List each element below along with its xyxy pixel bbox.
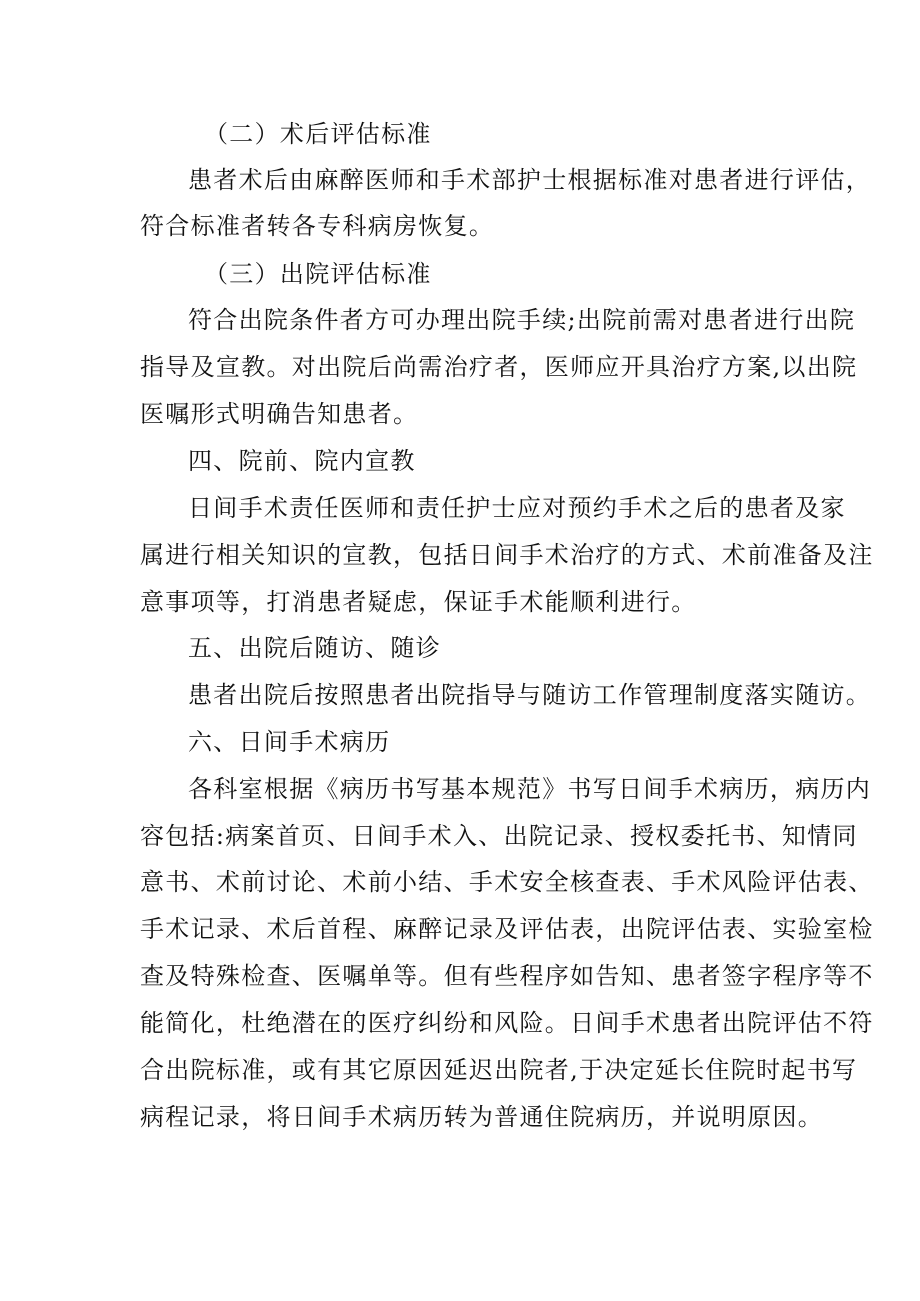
section-6-line-4: 手术记录、术后首程、麻醉记录及评估表，出院评估表、实验室检: [140, 915, 874, 943]
section-5-heading: 五、出院后随访、随诊: [188, 634, 441, 662]
section-2-line-1: 患者术后由麻醉医师和手术部护士根据标准对患者进行评估，: [188, 166, 872, 194]
section-6-line-6: 能简化，杜绝潜在的医疗纠纷和风险。日间手术患者出院评估不符: [140, 1009, 874, 1037]
section-4-line-1: 日间手术责任医师和责任护士应对预约手术之后的患者及家: [188, 494, 846, 522]
section-3-heading: （三）出院评估标准: [204, 260, 432, 288]
section-4-line-3: 意事项等，打消患者疑虑，保证手术能顺利进行。: [140, 588, 697, 616]
section-6-line-8: 病程记录，将日间手术病历转为普通住院病历，并说明原因。: [140, 1103, 824, 1131]
section-6-line-7: 合出院标准，或有其它原因延迟出院者,于决定延长住院时起书写: [140, 1056, 858, 1084]
section-6-line-2: 容包括:病案首页、日间手术入、出院记录、授权委托书、知情同: [140, 822, 858, 850]
section-3-line-3: 医嘱形式明确告知患者。: [140, 400, 419, 428]
section-6-line-1: 各科室根据《病历书写基本规范》书写日间手术病历，病历内: [188, 775, 872, 803]
section-5-line-1: 患者出院后按照患者出院指导与随访工作管理制度落实随访。: [188, 681, 872, 709]
section-6-line-5: 查及特殊检查、医嘱单等。但有些程序如告知、患者签字程序等不: [140, 962, 874, 990]
section-6-heading: 六、日间手术病历: [188, 728, 391, 756]
section-6-line-3: 意书、术前讨论、术前小结、手术安全核查表、手术风险评估表、: [140, 868, 874, 896]
section-2-line-2: 符合标准者转各专科病房恢复。: [140, 212, 495, 240]
section-2-heading: （二）术后评估标准: [204, 120, 432, 148]
section-4-line-2: 属进行相关知识的宣教，包括日间手术治疗的方式、术前准备及注: [140, 541, 874, 569]
section-3-line-1: 符合出院条件者方可办理出院手续;出院前需对患者进行出院: [188, 306, 856, 334]
section-3-line-2: 指导及宣教。对出院后尚需治疗者，医师应开具治疗方案,以出院: [140, 353, 858, 381]
section-4-heading: 四、院前、院内宣教: [188, 447, 416, 475]
